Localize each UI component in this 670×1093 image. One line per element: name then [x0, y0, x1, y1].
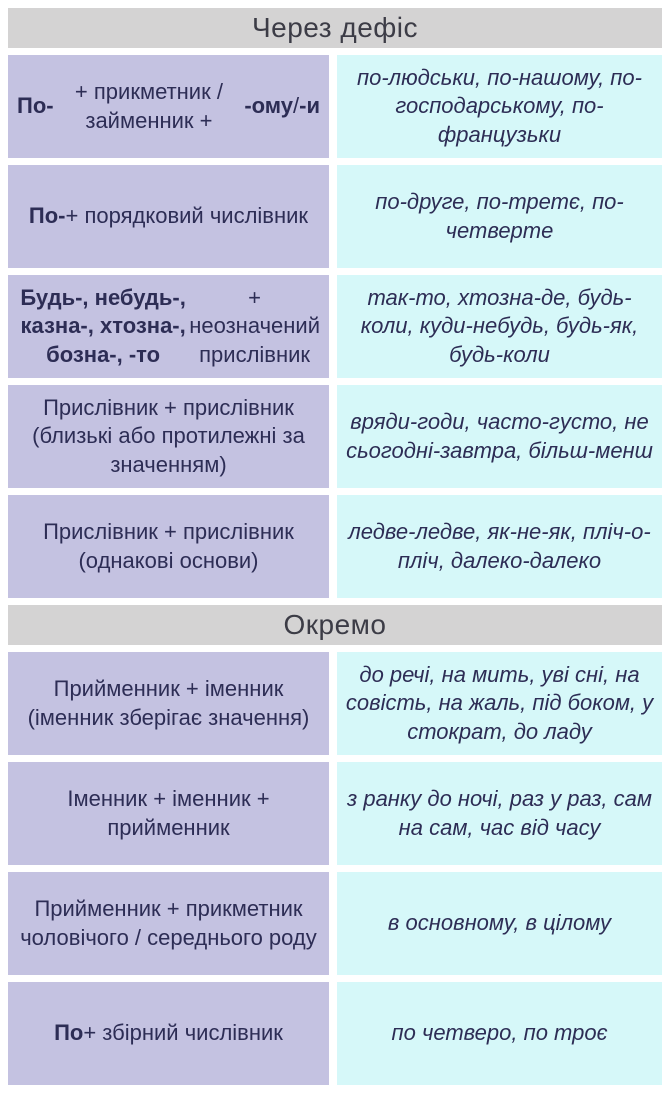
- example-cell: по-людськи, по-нашому, по-господарському, по-французьки: [337, 55, 662, 158]
- table-row: [8, 165, 662, 268]
- table-row: [8, 872, 662, 975]
- rule-segment-bold: По-: [28, 203, 66, 229]
- rule-segment: + порядковий числівник: [65, 203, 309, 229]
- rule-cell: [8, 165, 329, 268]
- rule-segment-bold: По-: [17, 93, 54, 119]
- section-header-1: Окремо: [8, 605, 662, 645]
- rule-cell: [8, 652, 329, 755]
- rule-cell: [8, 275, 329, 378]
- rule-cell: [8, 982, 329, 1085]
- rule-segment: /: [293, 93, 300, 119]
- table-row: [8, 982, 662, 1085]
- example-cell: вряди-годи, часто-густо, не сьогодні-завтра, більш-менш: [337, 385, 662, 488]
- rule-segment: Прислівник + прислівник (близькі або протилежні за значенням): [32, 395, 305, 477]
- rule-cell: [8, 872, 329, 975]
- rule-cell: [8, 495, 329, 598]
- example-cell: по четверо, по троє: [337, 982, 662, 1085]
- table-row: [8, 55, 662, 158]
- rule-segment: Прийменник + іменник (іменник зберігає значення): [27, 676, 310, 730]
- table-row: [8, 385, 662, 488]
- rule-segment: + неозначений прислівник: [189, 285, 321, 367]
- table-row: [8, 652, 662, 755]
- example-cell: з ранку до ночі, раз у раз, сам на сам, час від часу: [337, 762, 662, 865]
- rule-segment: Іменник + іменник + прийменник: [67, 786, 270, 840]
- rule-cell: [8, 55, 329, 158]
- rule-segment-bold: -ому: [244, 93, 294, 119]
- rule-cell: [8, 762, 329, 865]
- rule-segment: + збірний числівник: [83, 1020, 283, 1046]
- example-cell: так-то, хтозна-де, будь-коли, куди-небудь, будь-як, будь-коли: [337, 275, 662, 378]
- example-cell: до речі, на мить, уві сні, на совість, на жаль, під боком, у стократ, до ладу: [337, 652, 662, 755]
- table-row: [8, 762, 662, 865]
- rule-segment: Прислівник + прислівник (однакові основи): [43, 519, 294, 573]
- table-row: [8, 495, 662, 598]
- example-cell: по-друге, по-третє, по-четверте: [337, 165, 662, 268]
- rule-segment: + прикметник / займенник +: [74, 79, 223, 133]
- rule-cell: [8, 385, 329, 488]
- rule-segment-bold: По: [54, 1020, 84, 1046]
- rule-segment-bold: -и: [299, 93, 320, 119]
- example-cell: в основному, в цілому: [337, 872, 662, 975]
- section-header-0: Через дефіс: [8, 8, 662, 48]
- rule-segment: Прийменник + прикметник чоловічого / середнього роду: [20, 896, 317, 950]
- rule-segment-bold: Будь-, небудь-, казна-, хтозна-, бозна-, -то: [20, 285, 186, 367]
- example-cell: ледве-ледве, як-не-як, пліч-о-пліч, далеко-далеко: [337, 495, 662, 598]
- table-row: [8, 275, 662, 378]
